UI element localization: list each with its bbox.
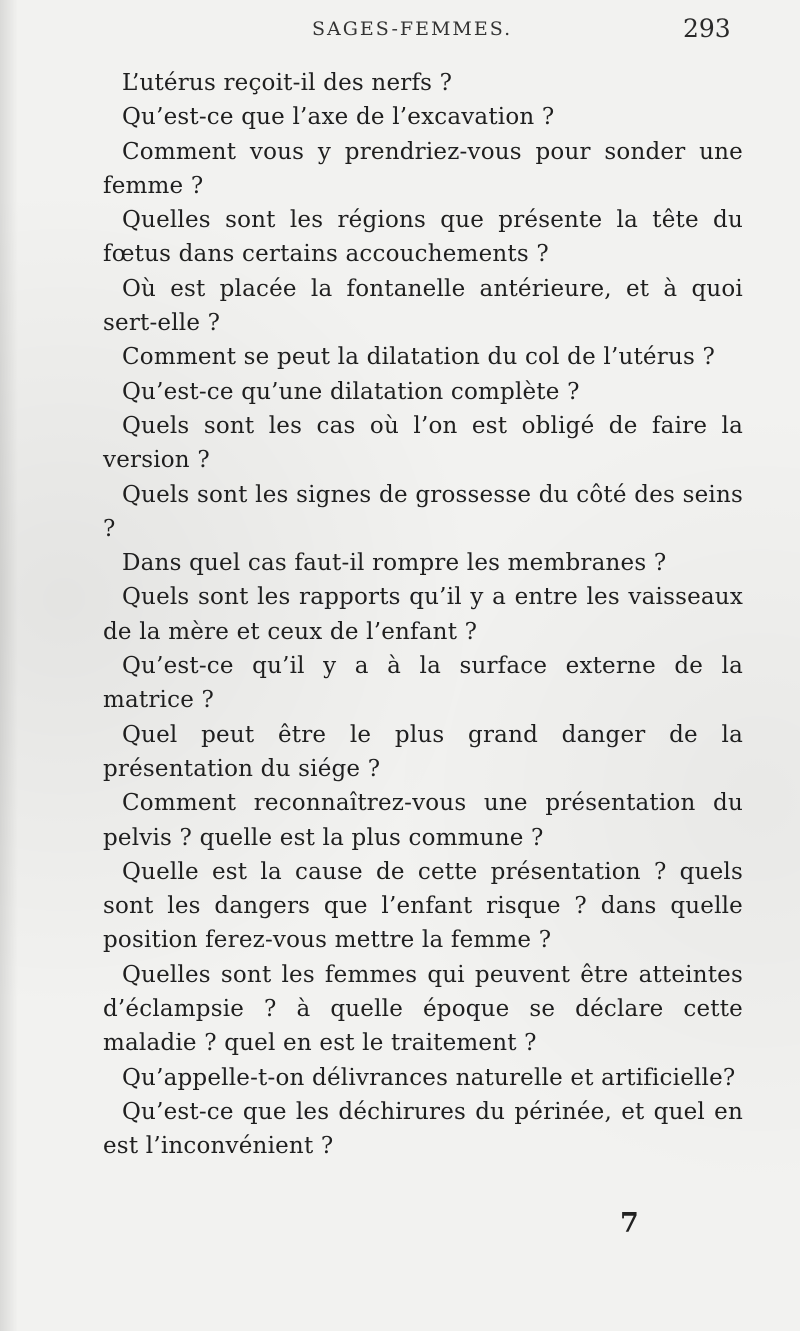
question: Quelles sont les femmes qui peuvent être atteintes d’éclampsie ? à quelle époque se déclare cette maladie ? quel en est le traitement ? — [103, 961, 743, 1057]
question: Quelles sont les régions que présente la tête du fœtus dans certains accouchements ? — [103, 207, 743, 268]
question: Quel peut être le plus grand danger de la présentation du siége ? — [103, 721, 743, 782]
page-gutter-shadow — [0, 0, 18, 1331]
question: Quelle est la cause de cette présentation ? quels sont les dangers que l’enfant risque ? dans quelle position ferez-vous mettre la femme ? — [103, 858, 743, 954]
question: Quels sont les signes de grossesse du côté des seins ? — [103, 481, 743, 542]
question: Dans quel cas faut-il rompre les membranes ? — [122, 550, 667, 577]
question: Comment vous y prendriez-vous pour sonder une femme ? — [103, 138, 743, 199]
question: Qu’est-ce que l’axe de l’excavation ? — [122, 104, 555, 131]
page-number: 293 — [683, 14, 731, 43]
question-list — [103, 66, 743, 1164]
question: Comment reconnaîtrez-vous une présentation du pelvis ? quelle est la plus commune ? — [103, 790, 743, 851]
running-head: SAGES-FEMMES. — [312, 18, 513, 40]
question: Qu’est-ce que les déchirures du périnée, et quel en est l’inconvénient ? — [103, 1098, 743, 1160]
question: Quels sont les rapports qu’il y a entre les vaisseaux de la mère et ceux de l’enfant ? — [103, 584, 743, 645]
question: Quels sont les cas où l’on est obligé de faire la version ? — [103, 412, 743, 474]
question: L’utérus reçoit-il des nerfs ? — [122, 70, 453, 96]
question: Où est placée la fontanelle antérieure, et à quoi sert-elle ? — [103, 275, 743, 337]
question: Qu’est-ce qu’une dilatation complète ? — [122, 378, 580, 405]
question: Comment se peut la dilatation du col de l’utérus ? — [122, 344, 715, 371]
question: Qu’appelle-t-on délivrances naturelle et artificielle? — [122, 1064, 736, 1091]
signature-mark: 7 — [620, 1208, 639, 1239]
question: Qu’est-ce qu’il y a à la surface externe de la matrice ? — [103, 653, 743, 714]
